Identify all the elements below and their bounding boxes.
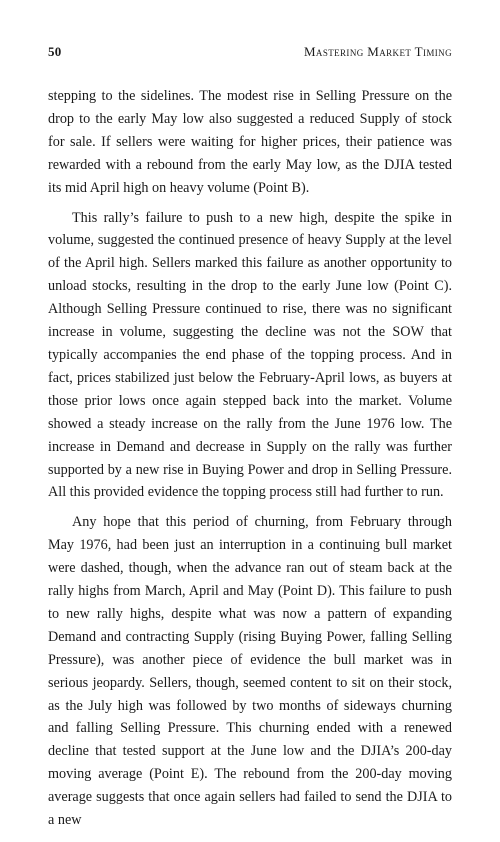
paragraph: This rally’s failure to push to a new high, despite the spike in volume, suggested the continued presence of heavy Supply at the level of the April high. Sellers marked this failure as another opportunity to unload stocks, resulting in the drop to the early June low (Point C). Although Selling Pressure continued to rise, there was no significant increase in volume, suggesting the decline was not the SOW that typically accompanies the end phase of the topping process. And in fact, prices stabilized just below the February-April lows, as buyers at those prior lows once again stepped back into the market. Volume showed a steady increase on the rally from the June 1976 low. The increase in Demand and decrease in Supply on the rally was further supported by a new rise in Buying Power and drop in Selling Pressure. All this provided evidence the topping process still had further to run.: [48, 209, 452, 501]
paragraph: Any hope that this period of churning, from February through May 1976, had been just an interruption in a continuing bull market were dashed, though, when the advance ran out of steam back at the rally highs from March, April and May (Point D). This failure to push to new rally highs, despite what was now a pattern of expanding Demand and contracting Supply (rising Buying Power, falling Selling Pressure), was another piece of evidence the bull market was in serious jeopardy. Sellers, though, seemed content to sit on their stock, as the July high was followed by two months of sideways churning and falling Selling Pressure. This churning ended with a renewed decline that tested support at the June low and the DJIA’s 200-day moving average (Point E). The rebound from the 200-day moving average suggests that once again sellers had failed to send the DJIA to a new: [48, 514, 452, 829]
page-number: 50: [48, 44, 62, 59]
paragraph-continued: stepping to the sidelines. The modest rise in Selling Pressure on the drop to the early May low also suggested a reduced Supply of stock for sale. If sellers were waiting for higher prices, their patience was rewarded with a rebound from the early May low, as the DJIA tested its mid April high on heavy volume (Point B).: [48, 88, 452, 196]
running-head: [48, 44, 452, 62]
body-text: [48, 85, 452, 832]
book-title: Mastering Market Timing: [303, 44, 452, 59]
